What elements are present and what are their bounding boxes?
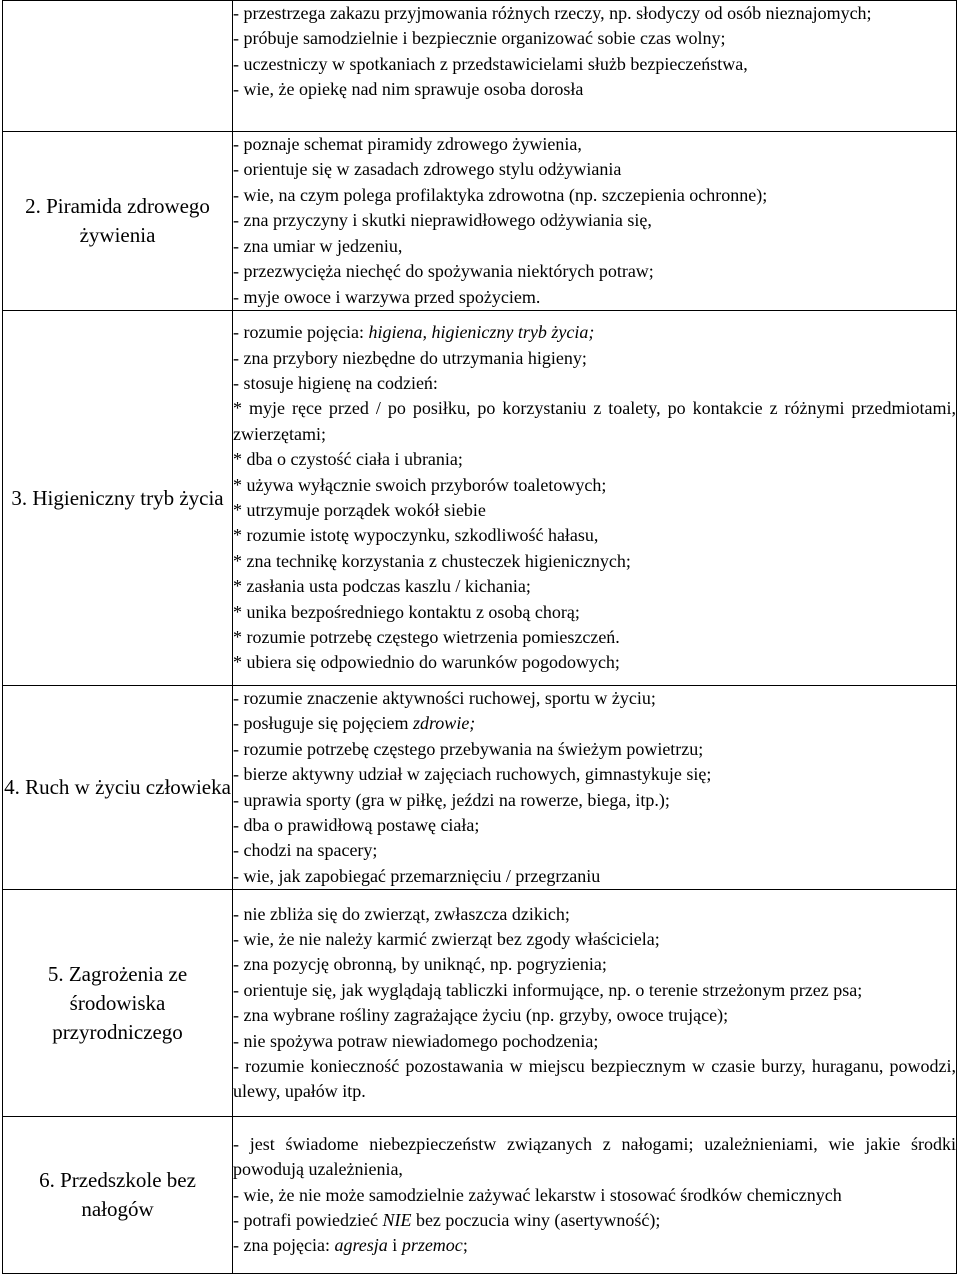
content-line: - próbuje samodzielnie i bezpiecznie organizować sobie czas wolny; <box>233 28 726 49</box>
content-text: ; <box>462 1235 468 1256</box>
content-line: * utrzymuje porządek wokół siebie <box>233 500 486 520</box>
content-line: - nie zbliża się do zwierząt, zwłaszcza dzikich; <box>233 903 570 924</box>
content-cell <box>233 890 957 1117</box>
content-line: - chodzi na spacery; <box>233 840 378 861</box>
topic-cell <box>3 890 233 1117</box>
content-text: - zna pojęcia: <box>233 1235 335 1256</box>
content-line: - wie, jak zapobiegać przemarznięciu / przegrzaniu <box>233 865 601 886</box>
content-line: - dba o prawidłową postawę ciała; <box>233 815 480 836</box>
content-line: - zna wybrane rośliny zagrażające życiu (np. grzyby, owoce trujące); <box>233 1005 729 1026</box>
content-line: - orientuje się w zasadach zdrowego stylu odżywiania <box>233 159 622 180</box>
content-line: - rozumie konieczność pozostawania w miejscu bezpiecznym w czasie burzy, huraganu, powodzi, ulewy, upałów itp. <box>233 1056 956 1102</box>
content-line: - uczestniczy w spotkaniach z przedstawicielami służb bezpieczeństwa, <box>233 53 748 74</box>
content-line: * rozumie istotę wypoczynku, szkodliwość hałasu, <box>233 525 599 546</box>
content-text: - posługuje się pojęciem <box>233 713 413 734</box>
topic-cell <box>3 1 233 132</box>
content-line: * myje ręce przed / po posiłku, po korzystaniu z toalety, po kontakcie z różnymi przedmiotami, zwierzętami; <box>233 398 956 444</box>
content-line: - wie, że nie może samodzielnie zażywać lekarstw i stosować środków chemicznych <box>233 1184 842 1205</box>
content-line: - orientuje się, jak wyglądają tabliczki informujące, np. o terenie strzeżonym przez psa; <box>233 979 863 1000</box>
topic-cell <box>3 686 233 890</box>
content-line: * zna technikę korzystania z chusteczek higienicznych; <box>233 550 631 571</box>
content-line: - wie, że nie należy karmić zwierząt bez zgody właściciela; <box>233 929 660 950</box>
content-line: - bierze aktywny udział w zajęciach ruchowych, gimnastykuje się; <box>233 764 712 785</box>
content-line: - myje owoce i warzywa przed spożyciem. <box>233 286 541 307</box>
content-cell <box>233 1117 957 1274</box>
content-line: - uprawia sporty (gra w piłkę, jeździ na rowerze, biega, itp.); <box>233 789 670 810</box>
content-text: bez poczucia winy (asertywność); <box>411 1209 661 1230</box>
content-line <box>233 320 956 345</box>
content-line: - przestrzega zakazu przyjmowania różnych rzeczy, np. słodyczy od osób nieznajomych; <box>233 3 872 23</box>
table-row <box>3 1117 957 1274</box>
curriculum-table <box>2 0 957 1274</box>
content-line: - stosuje higienę na codzień: <box>233 372 438 393</box>
table-row <box>3 1 957 132</box>
content-line <box>233 1208 956 1233</box>
content-line: - przezwycięża niechęć do spożywania niektórych potraw; <box>233 261 654 282</box>
italic-term: agresja <box>334 1235 388 1256</box>
content-line: - poznaje schemat piramidy zdrowego żywienia, <box>233 134 582 155</box>
content-line: - nie spożywa potraw niewiadomego pochodzenia; <box>233 1030 599 1051</box>
content-cell <box>233 132 957 311</box>
content-line: - zna umiar w jedzeniu, <box>233 235 403 256</box>
topic-label: 2. Piramida zdrowego żywienia <box>25 194 210 247</box>
table-row <box>3 890 957 1117</box>
content-text: - rozumie pojęcia: <box>233 322 369 343</box>
content-line: * rozumie potrzebę częstego wietrzenia pomieszczeń. <box>233 627 620 648</box>
content-cell <box>233 311 957 686</box>
content-line: * ubiera się odpowiednio do warunków pogodowych; <box>233 652 620 673</box>
content-line: - rozumie potrzebę częstego przebywania na świeżym powietrzu; <box>233 738 704 759</box>
content-text: - potrafi powiedzieć <box>233 1209 383 1230</box>
content-line: - zna przybory niezbędne do utrzymania higieny; <box>233 347 587 368</box>
topic-label: 5. Zagrożenia ze środowiska przyrodniczego <box>47 961 188 1044</box>
content-line: * dba o czystość ciała i ubrania; <box>233 449 463 470</box>
content-line: - rozumie znaczenie aktywności ruchowej, sportu w życiu; <box>233 688 656 708</box>
content-line: - wie, że opiekę nad nim sprawuje osoba dorosła <box>233 79 584 100</box>
content-line: * używa wyłącznie swoich przyborów toaletowych; <box>233 474 607 495</box>
topic-cell <box>3 132 233 311</box>
italic-term: zdrowie; <box>412 713 476 734</box>
italic-term: NIE <box>382 1209 412 1230</box>
topic-cell <box>3 311 233 686</box>
content-line: - jest świadome niebezpieczeństw związanych z nałogami; uzależnieniami, wie jakie środki powodują uzależnienia, <box>233 1133 956 1180</box>
table-row <box>3 132 957 311</box>
content-line: * zasłania usta podczas kaszlu / kichania; <box>233 576 531 597</box>
topic-cell <box>3 1117 233 1274</box>
content-cell <box>233 1 957 132</box>
content-cell <box>233 686 957 890</box>
topic-label: 6. Przedszkole bez nałogów <box>39 1168 196 1222</box>
content-line: - wie, na czym polega profilaktyka zdrowotna (np. szczepienia ochronne); <box>233 184 768 205</box>
content-line <box>233 1233 956 1258</box>
topic-label: 3. Higieniczny tryb życia <box>11 485 224 510</box>
table-row <box>3 686 957 890</box>
content-line: * unika bezpośredniego kontaktu z osobą chorą; <box>233 601 580 622</box>
content-text: i <box>387 1235 402 1256</box>
italic-term: higiena, higieniczny tryb życia; <box>368 322 595 343</box>
content-line <box>233 711 956 736</box>
content-line: - zna przyczyny i skutki nieprawidłowego odżywiania się, <box>233 210 652 231</box>
italic-term: przemoc <box>401 1235 463 1256</box>
topic-label: 4. Ruch w życiu człowieka <box>4 775 231 800</box>
table-row <box>3 311 957 686</box>
content-line: - zna pozycję obronną, by uniknąć, np. pogryzienia; <box>233 954 607 975</box>
